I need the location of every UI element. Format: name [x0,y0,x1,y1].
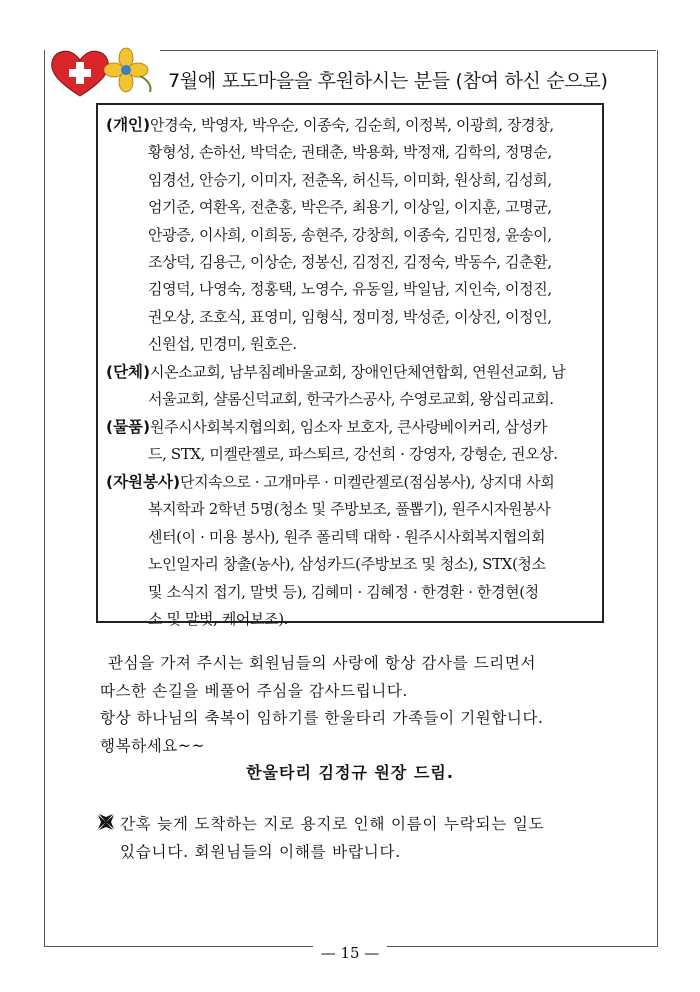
donor-line: 센터(이 · 미용 봉사), 원주 폴리텍 대학 · 원주시사회복지협의회 [148,527,546,546]
donor-line: 안경숙, 박영자, 박우순, 이종숙, 김순희, 이정복, 이광희, 장경창, [150,116,554,134]
donor-line: 서울교회, 샬롬신덕교회, 한국가스공사, 수영로교회, 왕십리교회. [148,390,554,409]
donor-line: 원주시사회복지협의회, 임소자 보호자, 큰사랑베이커리, 삼성카 [150,418,547,436]
notice-line: 간혹 늦게 도착하는 지로 용지로 인해 이름이 누락되는 일도 [120,815,545,833]
donor-line: 안광증, 이사희, 이희동, 송현주, 강창희, 이종숙, 김민정, 윤송이, [148,225,552,244]
page-number [0,944,700,962]
donor-line: 복지학과 2학년 5명(청소 및 주방보조, 풀뽑기), 원주시자원봉사 [148,500,551,519]
donor-line: 시온소교회, 남부침례바울교회, 장애인단체연합회, 연원선교회, 남 [150,363,566,381]
donor-line: 엄기준, 여환옥, 전춘홍, 박은주, 최용기, 이상일, 이지훈, 고명균, [148,198,552,217]
donor-category-goods [106,414,596,469]
page-number-text: — 15 — [313,944,388,962]
donor-line: 드, STX, 미켈란젤로, 파스퇴르, 강선희 · 강영자, 강형순, 권오상. [148,445,558,464]
donor-line: 조상덕, 김용근, 이상순, 정봉신, 김정진, 김정숙, 박동수, 김춘환, [148,252,552,271]
donor-line: 김영덕, 나영숙, 정홍택, 노영수, 유동일, 박일남, 지인숙, 이정진, [148,280,552,299]
donor-line: 신원섭, 민경미, 원호은. [148,335,297,354]
signature: 한울타리 김정규 원장 드림. [246,763,454,782]
donor-line: 황형성, 손하선, 박덕순, 권태춘, 박용화, 박정재, 김학의, 정명순, [148,143,552,162]
title-rule [160,50,656,51]
category-label: (단체) [106,363,151,381]
donor-category-organization [106,359,596,414]
donor-line: 소 및 말벗, 케어보조). [148,609,289,628]
maltese-cross-icon [96,812,116,832]
donor-category-volunteer [106,469,596,633]
notice-line: 있습니다. 회원님들의 이해를 바랍니다. [120,843,402,861]
donor-line: 권오상, 조호식, 표영미, 임형식, 정미정, 박성준, 이상진, 이정인, [148,307,552,326]
category-label: (물품) [106,418,151,436]
donor-category-individual [106,112,596,359]
donor-line: 임경선, 안승기, 이미자, 전춘옥, 허신득, 이미화, 원상희, 김성희, [148,170,552,189]
message-line: 따스한 손길을 베풀어 주심을 감사드립니다. [100,681,408,700]
message-line: 행복하세요~~ [100,736,206,755]
donor-line: 및 소식지 접기, 말벗 등), 김혜미 · 김혜정 · 한경환 · 한경현(청 [148,582,539,601]
thanks-message [100,650,610,760]
notice [96,810,544,866]
heart-cross-flower-logo [48,46,158,98]
donor-list-box [96,103,604,628]
donor-line: 노인일자리 창출(농사), 삼성카드(주방보조 및 청소), STX(청소 [148,555,546,574]
message-line: 항상 하나님의 축복이 임하기를 한울타리 가족들이 기원합니다. [100,709,544,727]
category-label: (자원봉사) [106,473,181,491]
category-label: (개인) [106,116,151,134]
message-line: 관심을 가져 주시는 회원님들의 사랑에 항상 감사를 드리면서 [108,654,537,672]
page-title: 7월에 포도마을을 후원하시는 분들 (참여 하신 순으로) [168,70,608,92]
donor-line: 단지속으로 · 고개마루 · 미켈란젤로(점심봉사), 상지대 사회 [180,473,555,491]
